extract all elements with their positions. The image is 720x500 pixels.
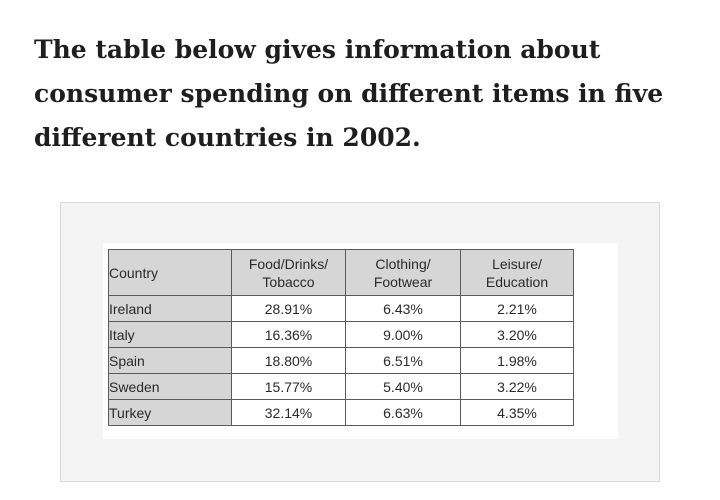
column-header-line: Education [485, 273, 549, 290]
food-value-cell: 15.77% [232, 374, 346, 400]
consumer-spending-table [108, 249, 574, 426]
table-header-row [109, 250, 574, 296]
table-image-frame [60, 202, 660, 482]
leisure-value-cell: 3.22% [461, 374, 574, 400]
column-header-country: Country [109, 250, 232, 296]
table-row [109, 348, 574, 374]
column-header-clothing [346, 250, 461, 296]
clothing-value-cell: 9.00% [346, 322, 461, 348]
clothing-value-cell: 5.40% [346, 374, 461, 400]
country-cell: Sweden [109, 374, 232, 400]
country-cell: Ireland [109, 296, 232, 322]
column-header-line: Clothing/ [375, 255, 431, 272]
heading-line: consumer spending on different items in five [34, 79, 664, 108]
heading-line: different countries in 2002. [34, 123, 421, 152]
clothing-value-cell: 6.63% [346, 400, 461, 426]
clothing-value-cell: 6.51% [346, 348, 461, 374]
column-header-line: Tobacco [262, 273, 315, 290]
leisure-value-cell: 3.20% [461, 322, 574, 348]
leisure-value-cell: 2.21% [461, 296, 574, 322]
column-header-leisure [461, 250, 574, 296]
heading-line: The table below gives information about [34, 35, 601, 64]
country-cell: Spain [109, 348, 232, 374]
clothing-value-cell: 6.43% [346, 296, 461, 322]
column-header-line: Food/Drinks/ [248, 255, 329, 272]
table-row [109, 374, 574, 400]
country-cell: Turkey [109, 400, 232, 426]
food-value-cell: 16.36% [232, 322, 346, 348]
table-row [109, 400, 574, 426]
country-cell: Italy [109, 322, 232, 348]
column-header-food [232, 250, 346, 296]
food-value-cell: 28.91% [232, 296, 346, 322]
column-header-line: Leisure/ [492, 255, 542, 272]
leisure-value-cell: 1.98% [461, 348, 574, 374]
question-heading [34, 28, 694, 160]
food-value-cell: 18.80% [232, 348, 346, 374]
table-panel [103, 243, 618, 439]
table-row [109, 296, 574, 322]
column-header-line: Footwear [373, 273, 433, 290]
table-row [109, 322, 574, 348]
leisure-value-cell: 4.35% [461, 400, 574, 426]
food-value-cell: 32.14% [232, 400, 346, 426]
